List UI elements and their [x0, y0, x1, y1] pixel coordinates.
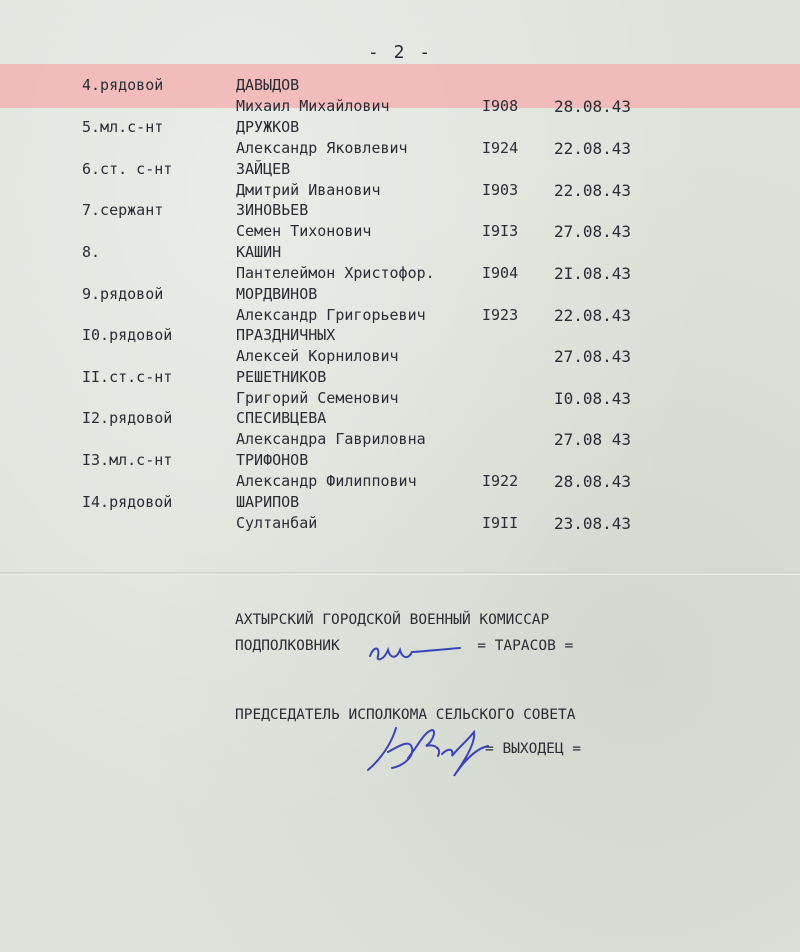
entry-date: 28.08.43 — [554, 472, 632, 491]
entry-birth-year: I923 — [482, 306, 519, 324]
entry-given-names: Александр Григорьевич — [236, 306, 426, 324]
list-entry — [0, 326, 800, 368]
list-entry — [0, 160, 800, 202]
entry-birth-year: I922 — [482, 472, 519, 490]
entry-birth-year: I908 — [482, 97, 519, 115]
entry-birth-year: I904 — [482, 264, 519, 282]
entry-date: 28.08.43 — [554, 97, 632, 116]
entry-number-rank: I2.рядовой — [82, 409, 173, 427]
entry-number-rank: I4.рядовой — [82, 493, 173, 511]
entry-surname: ЗАЙЦЕВ — [236, 160, 291, 178]
entry-surname: ШАРИПОВ — [236, 493, 300, 511]
entry-birth-year: I9I3 — [482, 222, 519, 240]
list-entry — [0, 409, 800, 451]
entry-surname: РЕШЕТНИКОВ — [236, 368, 327, 386]
entry-birth-year: I924 — [482, 139, 519, 157]
entry-number-rank: 8. — [82, 243, 101, 261]
entry-surname: ЗИНОВЬЕВ — [236, 201, 309, 219]
entry-date: I0.08.43 — [554, 389, 632, 408]
chairman-handwritten-signature — [362, 718, 492, 780]
list-entry — [0, 451, 800, 493]
entry-surname: ДРУЖКОВ — [236, 118, 300, 136]
chairman-name: = ВЫХОДЕЦ = — [485, 741, 582, 757]
entry-number-rank: 9.рядовой — [82, 285, 164, 303]
entry-given-names: Семен Тихонович — [236, 222, 372, 240]
entry-date: 2I.08.43 — [554, 264, 632, 283]
list-entry — [0, 285, 800, 327]
entry-date: 27.08 43 — [554, 430, 632, 449]
entry-given-names: Алексей Корнилович — [236, 347, 399, 365]
entry-date: 27.08.43 — [554, 222, 632, 241]
list-entry — [0, 118, 800, 160]
entry-number-rank: 5.мл.с-нт — [82, 118, 164, 136]
chairman-title: ПРЕДСЕДАТЕЛЬ ИСПОЛКОМА СЕЛЬСКОГО СОВЕТА — [235, 707, 576, 723]
entry-number-rank: 6.ст. с-нт — [82, 160, 173, 178]
entry-given-names: Александр Филиппович — [236, 472, 417, 490]
entry-given-names: Пантелеймон Христофор. — [236, 264, 435, 282]
page-number: - 2 - — [367, 42, 433, 63]
entry-date: 22.08.43 — [554, 181, 632, 200]
entry-surname: ПРАЗДНИЧНЫХ — [236, 326, 336, 344]
entry-date: 22.08.43 — [554, 306, 632, 325]
entry-birth-year: I903 — [482, 181, 519, 199]
entry-given-names: Александр Яковлевич — [236, 139, 408, 157]
entry-number-rank: I3.мл.с-нт — [82, 451, 173, 469]
list-entry — [0, 201, 800, 243]
entry-surname: КАШИН — [236, 243, 282, 261]
entry-birth-year: I9II — [482, 514, 519, 532]
entry-given-names: Султанбай — [236, 514, 318, 532]
entry-number-rank: 7.сержант — [82, 201, 164, 219]
entry-number-rank: 4.рядовой — [82, 76, 164, 94]
commissar-handwritten-signature — [366, 638, 466, 668]
entry-given-names: Дмитрий Иванович — [236, 181, 381, 199]
entry-number-rank: I0.рядовой — [82, 326, 173, 344]
entry-date: 23.08.43 — [554, 514, 632, 533]
entry-surname: ТРИФОНОВ — [236, 451, 309, 469]
commissar-title: АХТЫРСКИЙ ГОРОДСКОЙ ВОЕННЫЙ КОМИССАР — [235, 612, 550, 628]
list-entry — [0, 76, 800, 118]
commissar-rank: ПОДПОЛКОВНИК — [235, 638, 340, 654]
entry-given-names: Григорий Семенович — [236, 389, 399, 407]
entry-given-names: Александра Гавриловна — [236, 430, 426, 448]
entry-surname: МОРДВИНОВ — [236, 285, 318, 303]
list-entry — [0, 243, 800, 285]
entry-surname: СПЕСИВЦЕВА — [236, 409, 327, 427]
list-entry — [0, 493, 800, 535]
entry-date: 27.08.43 — [554, 347, 632, 366]
entry-number-rank: II.ст.с-нт — [82, 368, 173, 386]
entry-surname: ДАВЫДОВ — [236, 76, 300, 94]
entry-date: 22.08.43 — [554, 139, 632, 158]
commissar-name: = ТАРАСОВ = — [477, 638, 574, 654]
entry-given-names: Михаил Михайлович — [236, 97, 390, 115]
paper-fold — [0, 572, 800, 575]
list-entry — [0, 368, 800, 410]
